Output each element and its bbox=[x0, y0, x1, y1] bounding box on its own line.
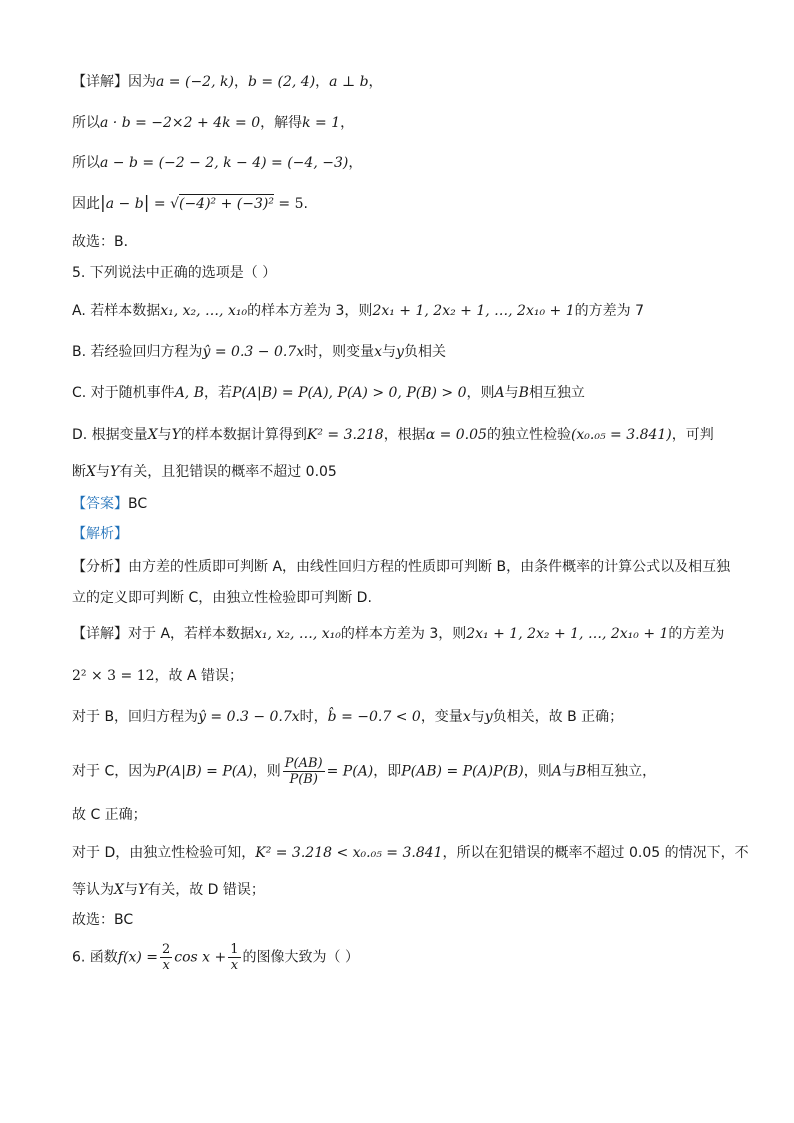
chi-square-value: K² = 3.218 bbox=[306, 427, 384, 443]
option-b: B. 若经验回归方程为ŷ = 0.3 − 0.7x时，则变量x与y负相关 bbox=[72, 344, 446, 360]
transformed-data: 2x₁ + 1, 2x₂ + 1, …, 2x₁₀ + 1 bbox=[372, 303, 575, 319]
alpha-value: α = 0.05 bbox=[425, 427, 487, 443]
option-d-continued: 断X与Y有关，且犯错误的概率不超过 0.05 bbox=[72, 464, 337, 480]
analysis-line-2: 立的定义即可判断 C，由独立性检验即可判断 D. bbox=[72, 590, 372, 606]
detail-line-d: 对于 D，由独立性检验可知，K² = 3.218 < x₀.₀₅ = 3.841，所以在犯错误的概率不超过 0.05 的情况下，不 bbox=[72, 845, 749, 861]
analysis-sub-tag: 【分析】 bbox=[72, 559, 128, 575]
detail-line-b: 对于 B，回归方程为ŷ = 0.3 − 0.7x时，b̂ = −0.7 < 0，变量x与y负相关，故 B 正确； bbox=[72, 709, 624, 725]
chi-square-comparison: K² = 3.218 < x₀.₀₅ = 3.841 bbox=[255, 845, 443, 861]
detail-line-a-continued: 2² × 3 = 12，故 A 错误； bbox=[72, 668, 243, 684]
independence-condition: P(A|B) = P(A), P(A) > 0, P(B) > 0 bbox=[232, 385, 467, 401]
question-6-stem: 6. 函数f(x) = $\frac{2}{x}$ cos x + $\frac{1}{x}$ 的图像大致为（ ） bbox=[72, 942, 359, 973]
product-rule: P(AB) = P(A)P(B) bbox=[401, 763, 524, 780]
answer-line-2 bbox=[72, 494, 147, 514]
answer-line-3: 故选：BC bbox=[72, 912, 134, 928]
k-value: k = 1 bbox=[302, 115, 341, 131]
critical-value: (x₀.₀₅ = 3.841) bbox=[570, 427, 672, 443]
variance-calculation: 2² × 3 = 12 bbox=[72, 668, 155, 684]
perpendicular-condition: a ⊥ b bbox=[329, 74, 369, 90]
solution-line-4: 因此|a − b| = √(−4)² + (−3)² = 5. bbox=[72, 193, 308, 213]
fraction-2-over-x: $\frac{2}{x}$ bbox=[162, 942, 171, 973]
fraction-1-over-x: $\frac{1}{x}$ bbox=[230, 942, 239, 973]
question-5-stem: 5. 下列说法中正确的选项是（ ） bbox=[72, 265, 277, 281]
conditional-fraction: $\frac{P(AB)}{P(B)}$ bbox=[284, 756, 323, 787]
vector-difference: a − b = (−2 − 2, k − 4) = (−4, −3) bbox=[100, 155, 349, 171]
detail-tag: 【详解】 bbox=[72, 74, 128, 90]
analysis-tag: 【解析】 bbox=[72, 526, 128, 542]
answer-tag: 【答案】 bbox=[72, 496, 128, 512]
dot-product: a · b = −2×2 + 4k = 0 bbox=[100, 115, 261, 131]
vector-a-definition: a = (−2, k) bbox=[156, 74, 234, 90]
option-a: A. 若样本数据x₁, x₂, …, x₁₀的样本方差为 3，则2x₁ + 1, 2x₂ + 1, …, 2x₁₀ + 1的方差为 7 bbox=[72, 303, 644, 319]
answer-value: BC bbox=[128, 496, 148, 512]
radicand: (−4)² + (−3)² bbox=[178, 196, 274, 212]
analysis-line-1: 【分析】由方差的性质即可判断 A，由线性回归方程的性质即可判断 B，由条件概率的计算公式以及相互独 bbox=[72, 559, 731, 575]
regression-equation: ŷ = 0.3 − 0.7x bbox=[202, 344, 305, 360]
detail-line-d-continued: 等认为X与Y有关，故 D 错误； bbox=[72, 882, 265, 898]
detail-line-c-continued: 故 C 正确； bbox=[72, 807, 147, 823]
analysis-header bbox=[72, 524, 128, 544]
function-lhs: f(x) = bbox=[117, 949, 158, 966]
detail-line-a: 【详解】对于 A，若样本数据x₁, x₂, …, x₁₀的样本方差为 3，则2x₁ + 1, 2x₂ + 1, …, 2x₁₀ + 1的方差为 bbox=[72, 626, 725, 642]
detail-line-c: 对于 C，因为P(A|B) = P(A)，则 $\frac{P(AB)}{P(B)}$ = P(A)，即P(AB) = P(A)P(B)，则A与B相互独立， bbox=[72, 756, 657, 787]
answer-line-1: 故选：B． bbox=[72, 234, 138, 250]
option-c: C. 对于随机事件A, B，若P(A|B) = P(A), P(A) > 0, P(B) > 0，则A与B相互独立 bbox=[72, 385, 585, 401]
solution-line-1: 【详解】因为a = (−2, k)，b = (2, 4)，a ⊥ b， bbox=[72, 74, 383, 90]
norm-result: = 5 bbox=[278, 196, 304, 212]
slope-value: b̂ = −0.7 < 0 bbox=[327, 709, 421, 725]
option-d: D. 根据变量X与Y的样本数据计算得到K² = 3.218，根据α = 0.05的独立性检验(x₀.₀₅ = 3.841)，可判 bbox=[72, 427, 714, 443]
sample-data: x₁, x₂, …, x₁₀ bbox=[160, 303, 248, 319]
solution-line-3: 所以a − b = (−2 − 2, k − 4) = (−4, −3)， bbox=[72, 155, 363, 171]
solution-line-2: 所以a · b = −2×2 + 4k = 0，解得k = 1， bbox=[72, 115, 355, 131]
norm-argument: a − b bbox=[105, 196, 144, 212]
square-root: √(−4)² + (−3)² bbox=[170, 196, 274, 212]
vector-b-definition: b = (2, 4) bbox=[247, 74, 316, 90]
